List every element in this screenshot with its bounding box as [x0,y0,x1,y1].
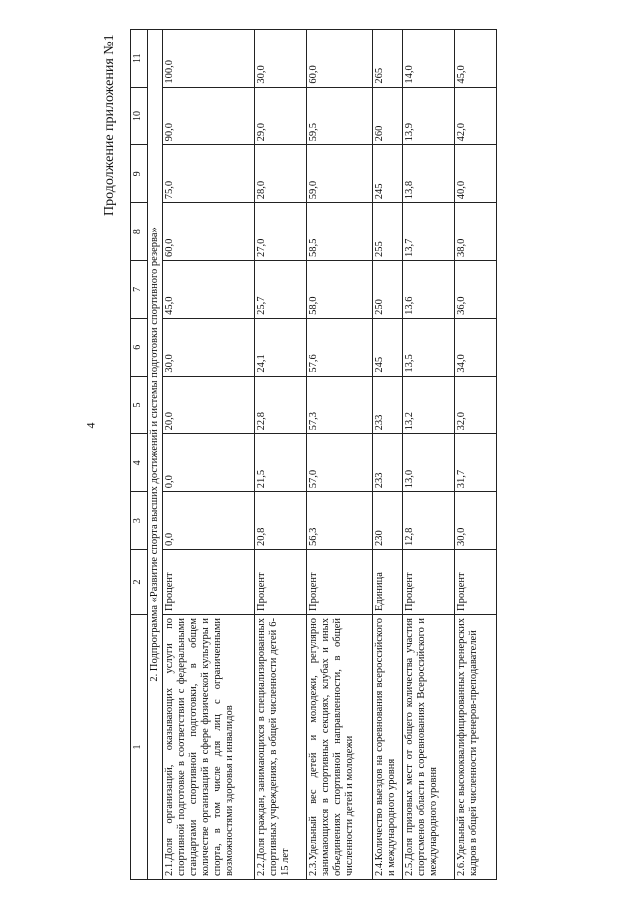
column-number: 4 [131,434,148,492]
column-number: 9 [131,145,148,203]
indicator-value: 14,0 [403,29,455,87]
indicator-value: 12,8 [403,492,455,550]
indicator-value: 56,3 [307,492,373,550]
indicator-value: 42,0 [455,87,497,145]
indicator-value: 27,0 [255,203,307,261]
indicator-value: 31,7 [455,434,497,492]
indicator-value: 245 [373,318,403,376]
column-number: 10 [131,87,148,145]
indicator-value: 40,0 [455,145,497,203]
indicator-value: 100,0 [163,29,255,87]
indicator-value: 57,3 [307,376,373,434]
indicator-value: 21,5 [255,434,307,492]
indicator-value: 60,0 [163,203,255,261]
indicator-value: 0,0 [163,492,255,550]
rotated-table-container [130,30,526,880]
indicator-unit: Процент [163,550,255,615]
page-number: 4 [83,422,98,429]
indicator-value: 20,8 [255,492,307,550]
indicator-value: 13,5 [403,318,455,376]
section-row [148,29,163,879]
indicator-value: 28,0 [255,145,307,203]
indicator-value: 59,5 [307,87,373,145]
indicator-unit: Процент [255,550,307,615]
indicator-value: 34,0 [455,318,497,376]
indicator-value: 13,0 [403,434,455,492]
indicator-value: 250 [373,261,403,319]
column-number: 5 [131,376,148,434]
indicator-value: 45,0 [455,29,497,87]
indicator-value: 230 [373,492,403,550]
indicator-value: 24,1 [255,318,307,376]
indicator-value: 30,0 [455,492,497,550]
indicator-value: 260 [373,87,403,145]
column-number: 1 [131,615,148,880]
indicator-value: 57,0 [307,434,373,492]
table-row [455,29,497,879]
indicator-value: 25,7 [255,261,307,319]
indicator-value: 45,0 [163,261,255,319]
indicator-value: 58,5 [307,203,373,261]
indicator-value: 30,0 [163,318,255,376]
indicator-unit: Процент [403,550,455,615]
indicator-name: 2.3.Удельный вес детей и молодежи, регулярно занимающихся в спортивных секциях, клубах и иных объединениях спортивной направленности, в общей численности детей и молодежи [307,615,373,880]
indicator-name: 2.2.Доля граждан, занимающихся в специализированных спортивных учреждениях, в общей численности детей 6-15 лет [255,615,307,880]
indicator-name: 2.4.Количество выездов на соревнования всероссийского и международного уровня [373,615,403,880]
indicator-value: 57,6 [307,318,373,376]
column-number: 7 [131,261,148,319]
indicator-value: 59,0 [307,145,373,203]
indicator-name: 2.5.Доля призовых мест от общего количества участия спортсменов области в соревнованиях Всероссийского и международного уровня [403,615,455,880]
table-row [403,29,455,879]
column-number-row [131,29,148,879]
indicator-name: 2.1.Доля организаций, оказывающих услуги по спортивной подготовке в соответствии с федеральными стандартами спортивной подготовки, в общем количестве организаций в сфере физической культуры и спорта, в том числе для лиц с ограниченными возможностями здоровья и инвалидов [163,615,255,880]
column-number: 3 [131,492,148,550]
indicators-table [130,29,497,880]
indicator-value: 13,6 [403,261,455,319]
indicator-value: 13,9 [403,87,455,145]
column-number: 6 [131,318,148,376]
indicator-value: 255 [373,203,403,261]
indicator-value: 58,0 [307,261,373,319]
indicator-value: 13,7 [403,203,455,261]
indicator-value: 20,0 [163,376,255,434]
indicator-value: 22,8 [255,376,307,434]
indicator-value: 233 [373,434,403,492]
table-row [307,29,373,879]
indicator-value: 38,0 [455,203,497,261]
column-number: 11 [131,29,148,87]
indicator-value: 90,0 [163,87,255,145]
table-row [255,29,307,879]
indicator-unit: Единица [373,550,403,615]
indicator-value: 13,8 [403,145,455,203]
indicator-name: 2.6.Удельный вес высококвалифицированных тренерских кадров в общей численности тренеров-преподавателей [455,615,497,880]
section-title: 2. Подпрограмма «Развитие спорта высших достижений и системы подготовки спортивного резерва» [148,29,163,879]
column-number: 2 [131,550,148,615]
indicator-value: 36,0 [455,261,497,319]
indicator-value: 13,2 [403,376,455,434]
indicator-value: 32,0 [455,376,497,434]
column-number: 8 [131,203,148,261]
indicator-unit: Процент [455,550,497,615]
indicator-value: 233 [373,376,403,434]
indicator-value: 0,0 [163,434,255,492]
indicator-unit: Процент [307,550,373,615]
indicator-value: 75,0 [163,145,255,203]
indicator-value: 29,0 [255,87,307,145]
appendix-title: Продолжение приложения №1 [102,34,117,216]
indicator-value: 60,0 [307,29,373,87]
indicator-value: 30,0 [255,29,307,87]
table-row [163,29,255,879]
indicator-value: 265 [373,29,403,87]
table-row [373,29,403,879]
indicator-value: 245 [373,145,403,203]
